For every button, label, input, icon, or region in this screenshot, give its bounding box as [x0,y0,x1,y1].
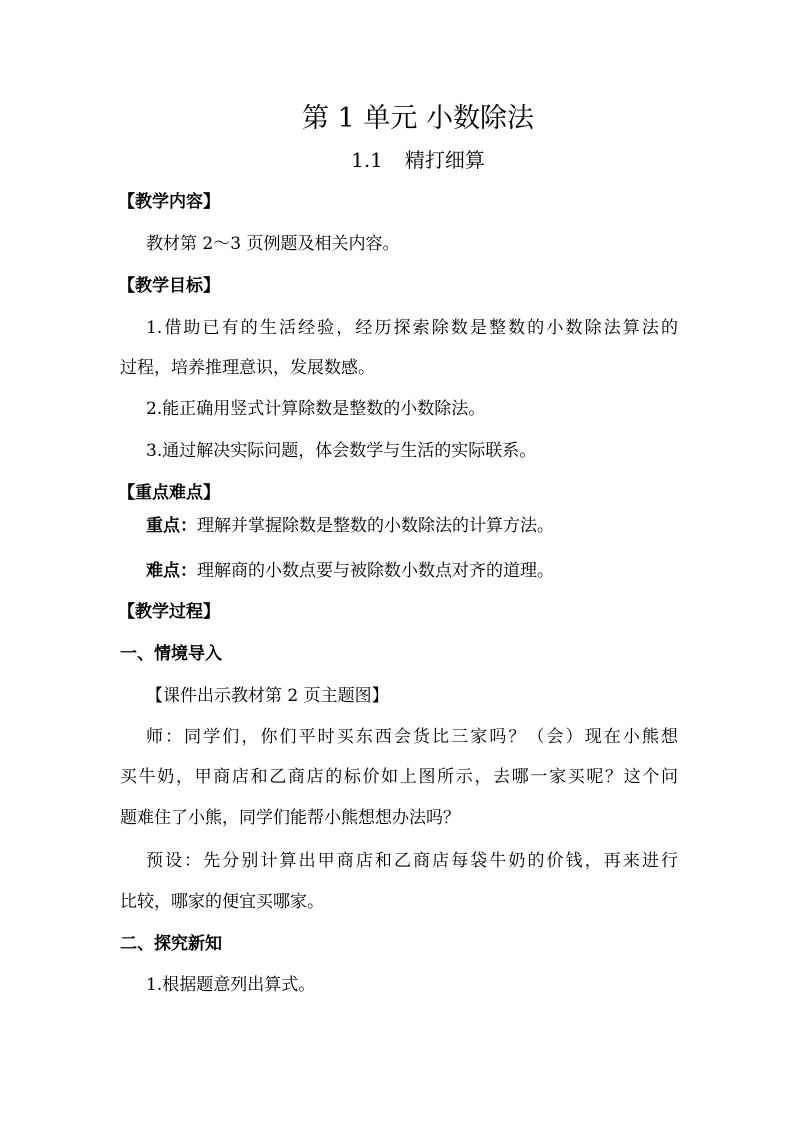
part-1-heading: 一、情境导入 [120,644,222,664]
page-title: 第 1 单元 小数除法 [302,103,534,134]
goal-1-line-2: 过程，培养推理意识，发展数感。 [120,358,375,378]
courseware-note: 【课件出示教材第 2 页主题图】 [146,686,389,706]
step-1: 1.根据题意列出算式。 [146,975,316,995]
teacher-line-2: 买牛奶，甲商店和乙商店的标价如上图所示，去哪一家买呢？这个问 [120,767,678,787]
section-heading-process: 【教学过程】 [118,602,220,622]
difficult-point-text: 理解商的小数点要与被除数小数点对齐的道理。 [197,561,554,581]
teacher-line-3: 题难住了小熊，同学们能帮小熊想想办法吗？ [120,808,460,828]
teacher-line-1: 师：同学们，你们平时买东西会货比三家吗？（会）现在小熊想 [146,727,678,747]
difficult-point [146,560,554,582]
section-heading-goals: 【教学目标】 [118,276,220,296]
key-point-text: 理解并掌握除数是整数的小数除法的计算方法。 [197,516,554,536]
goal-2: 2.能正确用竖式计算除数是整数的小数除法。 [146,399,486,419]
lesson-number: 1.1 [351,148,383,172]
content-text: 教材第 2～3 页例题及相关内容。 [146,234,400,254]
section-heading-key-points: 【重点难点】 [118,483,220,503]
goal-3: 3.通过解决实际问题，体会数学与生活的实际联系。 [146,441,537,461]
lesson-name: 精打细算 [404,148,485,172]
key-point-label: 重点： [146,516,197,536]
key-point [146,515,554,537]
section-heading-content: 【教学内容】 [118,192,220,212]
preset-line-2: 比较，哪家的便宜买哪家。 [120,892,324,912]
preset-line-1: 预设：先分别计算出甲商店和乙商店每袋牛奶的价钱，再来进行 [146,851,678,871]
goal-1-line-1: 1.借助已有的生活经验，经历探索除数是整数的小数除法算法的 [146,318,678,338]
lesson-title [0,146,794,174]
difficult-point-label: 难点： [146,561,197,581]
part-2-heading: 二、探究新知 [120,934,222,954]
